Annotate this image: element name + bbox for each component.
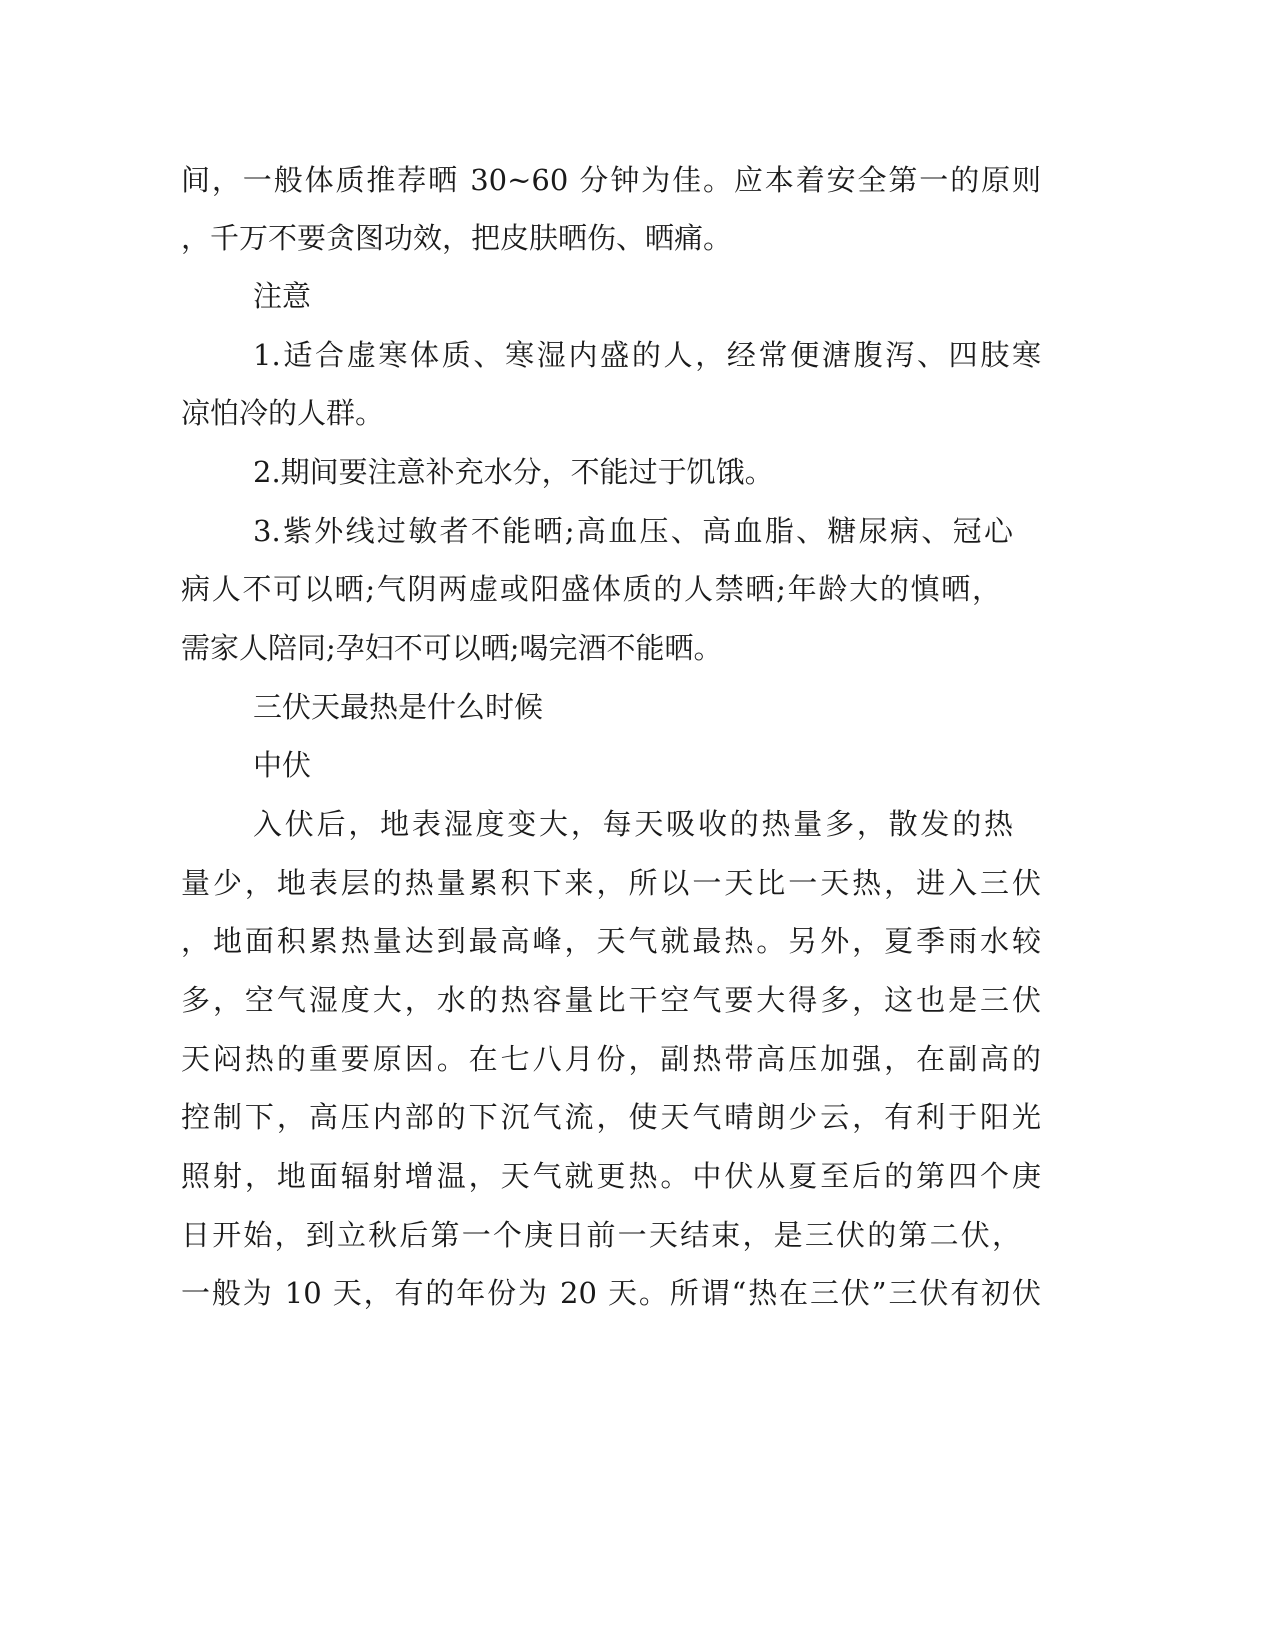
- text-line: 入伏后，地表湿度变大，每天吸收的热量多，散发的热: [253, 807, 1013, 841]
- section-heading: 三伏天最热是什么时候: [253, 690, 544, 724]
- text-line: ，千万不要贪图功效，把皮肤晒伤、晒痛。: [181, 221, 733, 255]
- text-line: 间，一般体质推荐晒 30~60 分钟为佳。应本着安全第一的原则: [181, 163, 1041, 197]
- text-line: 照射，地面辐射增温，天气就更热。中伏从夏至后的第四个庚: [181, 1159, 1041, 1193]
- text-line: 病人不可以晒;气阴两虚或阳盛体质的人禁晒;年龄大的慎晒，: [181, 572, 1001, 606]
- text-line: 多，空气湿度大，水的热容量比干空气要大得多，这也是三伏: [181, 983, 1041, 1017]
- text-line: ，地面积累热量达到最高峰，天气就最热。另外，夏季雨水较: [181, 924, 1041, 958]
- section-heading: 注意: [253, 279, 312, 313]
- text-line: 天闷热的重要原因。在七八月份，副热带高压加强，在副高的: [181, 1042, 1041, 1076]
- section-heading: 中伏: [253, 748, 312, 782]
- text-line: 3.紫外线过敏者不能晒;高血压、高血脂、糖尿病、冠心: [253, 514, 1013, 548]
- text-line: 量少，地表层的热量累积下来，所以一天比一天热，进入三伏: [181, 866, 1041, 900]
- text-line: 1.适合虚寒体质、寒湿内盛的人，经常便溏腹泻、四肢寒: [253, 338, 1041, 372]
- text-line: 日开始，到立秋后第一个庚日前一天结束，是三伏的第二伏，: [181, 1218, 1021, 1252]
- text-line: 一般为 10 天，有的年份为 20 天。所谓“热在三伏”三伏有初伏: [181, 1276, 1041, 1310]
- text-line: 控制下，高压内部的下沉气流，使天气晴朗少云，有利于阳光: [181, 1100, 1041, 1134]
- text-line: 2.期间要注意补充水分，不能过于饥饿。: [253, 455, 774, 489]
- text-line: 需家人陪同;孕妇不可以晒;喝完酒不能晒。: [181, 631, 723, 665]
- text-line: 凉怕冷的人群。: [181, 396, 385, 430]
